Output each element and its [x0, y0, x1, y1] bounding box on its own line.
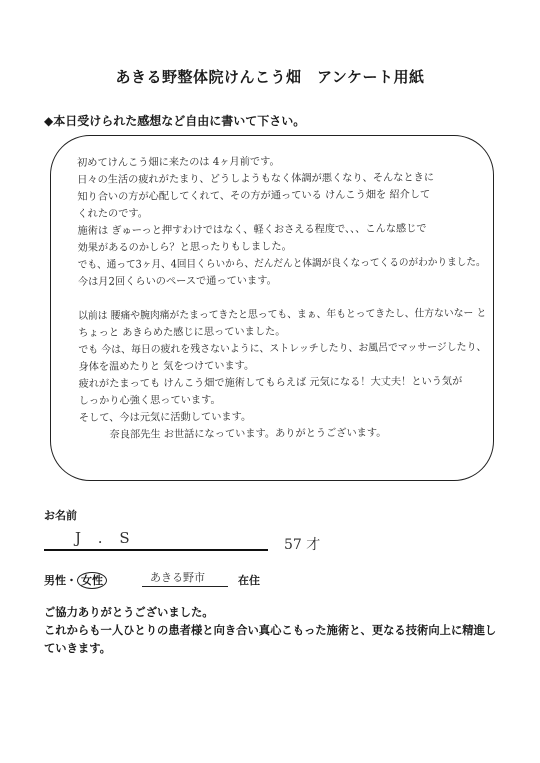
comment-line: ちょっと あきらめた感じに思っていました。	[78, 325, 286, 339]
closing-line: ていきます。	[44, 641, 111, 655]
city-underline	[142, 586, 228, 587]
handwritten-name: J . S	[75, 529, 136, 547]
handwritten-comment	[77, 152, 499, 444]
name-label: お名前	[44, 509, 77, 522]
comment-line: 施術は ぎゅーっと押すわけではなく、軽くおさえる程度で、、、こんな感じで	[77, 222, 427, 237]
comment-line: 身体を温めたりと 気をつけています。	[78, 359, 255, 373]
handwritten-city: あきる野市	[150, 571, 205, 584]
comment-line: くれたのです。	[77, 207, 149, 220]
comment-line: しっかり心強く思っています。	[78, 394, 221, 407]
handwritten-age: 57 才	[284, 537, 321, 553]
residence-label: 在住	[238, 574, 260, 587]
comment-line: でも 今は、毎日の疲れを残さないように、ストレッチしたり、お風呂でマッサージしたり、	[78, 341, 487, 356]
form-title: あきる野整体院けんこう畑 アンケート用紙	[115, 68, 425, 86]
comment-line: 日々の生活の疲れがたまり、どうしようもなく体調が悪くなり、そんなときに	[77, 171, 435, 186]
comment-prompt: ◆本日受けられた感想など自由に書いて下さい。	[44, 114, 306, 128]
comment-line: そして、今は元気に活動しています。	[78, 410, 252, 424]
comment-line: 以前は 腰痛や腕肉痛がたまってきたと思っても、まぁ、年もとってきたし、仕方ないなー と	[78, 307, 487, 322]
comment-line: 効果があるのかしら？と思ったりもしました。	[77, 240, 292, 254]
gender-female-option-circled: 女性	[77, 572, 107, 589]
closing-message	[44, 603, 504, 657]
comment-line: 初めてけんこう畑に来たのは 4ヶ月前です。	[77, 155, 280, 169]
comment-line: 奈良部先生 お世話になっています。ありがとうございます。	[78, 426, 387, 441]
comment-line: 疲れがたまっても けんこう畑で施術してもらえば 元気になる！大丈夫！という気が	[78, 375, 463, 390]
comment-line: 知り合いの方が心配してくれて、その方が通っている けんこう畑を 紹介して	[77, 188, 431, 203]
comment-line: でも、通って3ヶ月、4回目くらいから、だんだんと体調が良くなってくるのがわかりました。	[77, 256, 486, 271]
closing-line: ご協力ありがとうございました。	[44, 605, 214, 619]
comment-line: 今は月2回くらいのペースで通っています。	[77, 274, 277, 288]
closing-line: これからも一人ひとりの患者様と向き合い真心こもった施術と、更なる技術向上に精進し	[44, 623, 497, 637]
gender-field	[44, 572, 107, 589]
gender-male-option: 男性	[44, 574, 66, 587]
name-underline	[44, 549, 268, 551]
gender-separator: ・	[66, 574, 77, 587]
